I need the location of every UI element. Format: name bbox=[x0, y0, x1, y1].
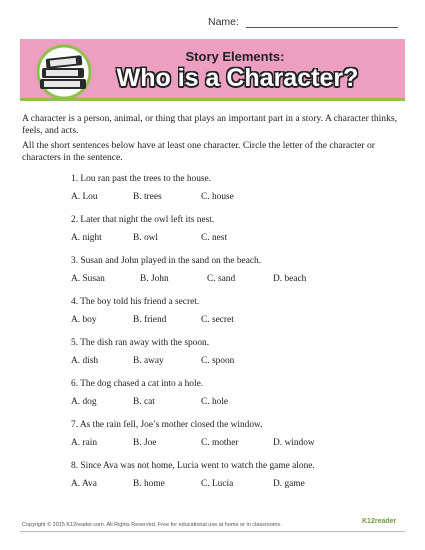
intro-definition: A character is a person, animal, or thing that plays an important part in a story. A character thinks, feels, and acts. bbox=[22, 113, 398, 136]
name-field bbox=[208, 16, 398, 30]
q6-option-b[interactable]: B. cat bbox=[133, 397, 155, 407]
q7-option-b[interactable]: B. Joe bbox=[133, 438, 157, 448]
q5-option-b[interactable]: B. away bbox=[133, 356, 164, 366]
copyright-notice: Copyright © 2015 K12reader.com. All Rights Reserved. Free for educational use at home or in classrooms. bbox=[22, 522, 282, 528]
question-6: 6. The dog chased a cat into a hole. bbox=[71, 379, 204, 389]
q3-option-a[interactable]: A. Susan bbox=[71, 274, 105, 284]
question-8: 8. Since Ava was not home, Lucia went to watch the game alone. bbox=[71, 461, 315, 471]
worksheet-subtitle: Story Elements: bbox=[185, 49, 285, 64]
question-5: 5. The dish ran away with the spoon. bbox=[71, 338, 210, 348]
q8-option-d[interactable]: D. game bbox=[273, 479, 305, 489]
q6-option-a[interactable]: A. dog bbox=[71, 397, 97, 407]
q6-option-c[interactable]: C. hole bbox=[201, 397, 229, 407]
q1-option-a[interactable]: A. Lou bbox=[71, 192, 98, 202]
q2-option-b[interactable]: B. owl bbox=[133, 233, 159, 243]
name-line bbox=[246, 27, 398, 28]
q4-option-b[interactable]: B. friend bbox=[133, 315, 167, 325]
k12reader-logo: K12reader bbox=[362, 518, 397, 525]
question-2: 2. Later that night the owl left its nest. bbox=[71, 215, 215, 225]
intro-instructions: All the short sentences below have at least one character. Circle the letter of the character or characters in the sentence. bbox=[22, 140, 375, 163]
name-label: Name: bbox=[208, 16, 239, 28]
q1-option-b[interactable]: B. trees bbox=[133, 192, 162, 202]
q8-option-c[interactable]: C. Lucia bbox=[201, 479, 234, 489]
q3-option-b[interactable]: B. John bbox=[140, 274, 169, 284]
q8-option-b[interactable]: B. home bbox=[133, 479, 165, 489]
q4-option-c[interactable]: C. secret bbox=[201, 315, 234, 325]
books-icon bbox=[30, 43, 96, 99]
q7-option-a[interactable]: A. rain bbox=[71, 438, 98, 448]
q5-option-c[interactable]: C. spoon bbox=[201, 356, 235, 366]
q7-option-c[interactable]: C. mother bbox=[201, 438, 239, 448]
q2-option-c[interactable]: C. nest bbox=[201, 233, 228, 243]
q8-option-a[interactable]: A. Ava bbox=[71, 479, 97, 489]
q5-option-a[interactable]: A. dish bbox=[71, 356, 99, 366]
q4-option-a[interactable]: A. boy bbox=[71, 315, 97, 325]
q3-option-d[interactable]: D. beach bbox=[273, 274, 307, 284]
worksheet-title: Who is a Character? bbox=[116, 64, 359, 92]
q1-option-c[interactable]: C. house bbox=[201, 192, 234, 202]
question-1: 1. Lou ran past the trees to the house. bbox=[71, 174, 212, 184]
q3-option-c[interactable]: C. sand bbox=[207, 274, 236, 284]
question-3: 3. Susan and John played in the sand on the beach. bbox=[71, 256, 262, 266]
question-7: 7. As the rain fell, Joe’s mother closed the window. bbox=[71, 420, 263, 430]
q2-option-a[interactable]: A. night bbox=[71, 233, 102, 243]
q7-option-d[interactable]: D. window bbox=[273, 438, 315, 448]
question-4: 4. The boy told his friend a secret. bbox=[71, 297, 200, 307]
footer-divider bbox=[20, 531, 405, 532]
